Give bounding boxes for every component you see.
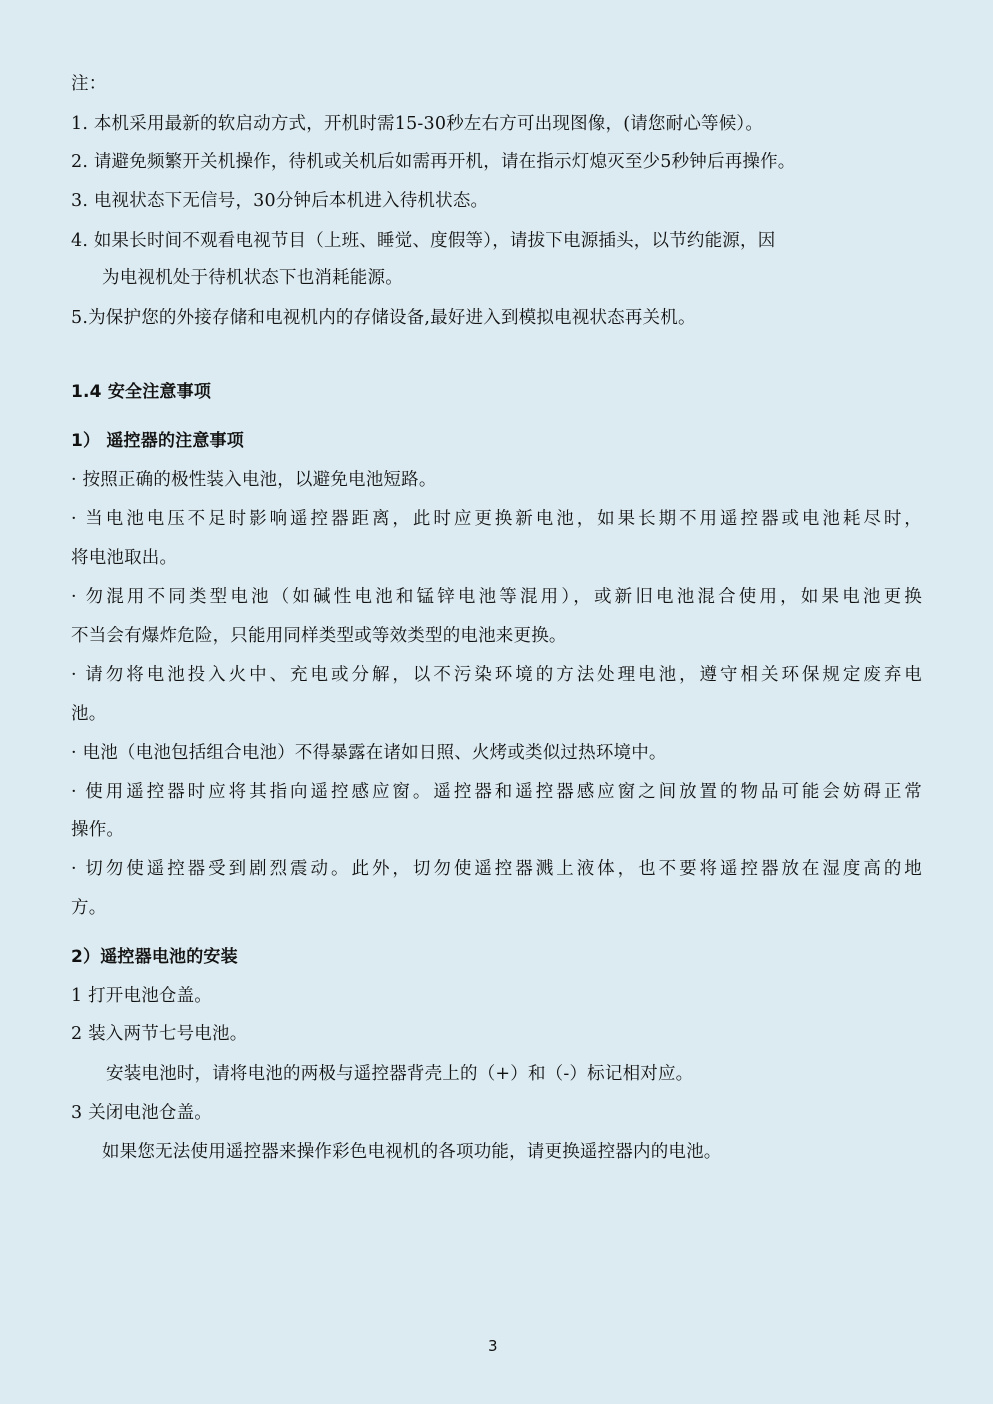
caution-line: · 当电池电压不足时影响遥控器距离，此时应更换新电池，如果长期不用遥控器或电池耗尽时， <box>71 509 922 529</box>
caution-line: 方。 <box>71 898 107 918</box>
install-replace-note: 如果您无法使用遥控器来操作彩色电视机的各项功能，请更换遥控器内的电池。 <box>102 1142 722 1162</box>
caution-line: · 按照正确的极性装入电池，以避免电池短路。 <box>71 470 437 490</box>
install-step-1: 1 打开电池仓盖。 <box>71 986 212 1006</box>
note-item-3: 3. 电视状态下无信号，30分钟后本机进入待机状态。 <box>71 191 489 211</box>
section-title: 1.4 安全注意事项 <box>71 382 212 402</box>
notes-label: 注： <box>71 74 107 94</box>
caution-line: · 电池（电池包括组合电池）不得暴露在诸如日照、火烤或类似过热环境中。 <box>71 743 667 763</box>
note-item-4-continued: 为电视机处于待机状态下也消耗能源。 <box>102 268 403 288</box>
caution-line: · 切勿使遥控器受到剧烈震动。此外，切勿使遥控器溅上液体，也不要将遥控器放在湿度高的地 <box>71 859 922 879</box>
caution-line: 池。 <box>71 704 107 724</box>
install-polarity-note: 安装电池时，请将电池的两极与遥控器背壳上的（+）和（-）标记相对应。 <box>106 1064 694 1084</box>
install-step-2: 2 装入两节七号电池。 <box>71 1024 248 1044</box>
caution-line: 将电池取出。 <box>71 548 178 568</box>
remote-cautions-title: 1） 遥控器的注意事项 <box>71 431 244 451</box>
caution-line: · 请勿将电池投入火中、充电或分解，以不污染环境的方法处理电池，遵守相关环保规定废弃电 <box>71 665 922 685</box>
note-item-1: 1. 本机采用最新的软启动方式，开机时需15-30秒左右方可出现图像，(请您耐心等候）。 <box>71 114 764 134</box>
note-item-4: 4. 如果长时间不观看电视节目（上班、睡觉、度假等），请拔下电源插头，以节约能源，因 <box>71 231 776 251</box>
note-item-2: 2. 请避免频繁开关机操作，待机或关机后如需再开机，请在指示灯熄灭至少5秒钟后再操作。 <box>71 152 796 172</box>
caution-line: · 使用遥控器时应将其指向遥控感应窗。遥控器和遥控器感应窗之间放置的物品可能会妨碍正常 <box>71 782 922 802</box>
install-step-3: 3 关闭电池仓盖。 <box>71 1103 212 1123</box>
caution-line: · 勿混用不同类型电池（如碱性电池和锰锌电池等混用），或新旧电池混合使用，如果电池更换 <box>71 587 922 607</box>
caution-line: 操作。 <box>71 820 125 840</box>
page-number: 3 <box>488 1337 498 1355</box>
note-item-5: 5.为保护您的外接存储和电视机内的存储设备,最好进入到模拟电视状态再关机。 <box>71 308 696 328</box>
battery-install-title: 2）遥控器电池的安装 <box>71 947 238 967</box>
caution-line: 不当会有爆炸危险，只能用同样类型或等效类型的电池来更换。 <box>71 626 567 646</box>
